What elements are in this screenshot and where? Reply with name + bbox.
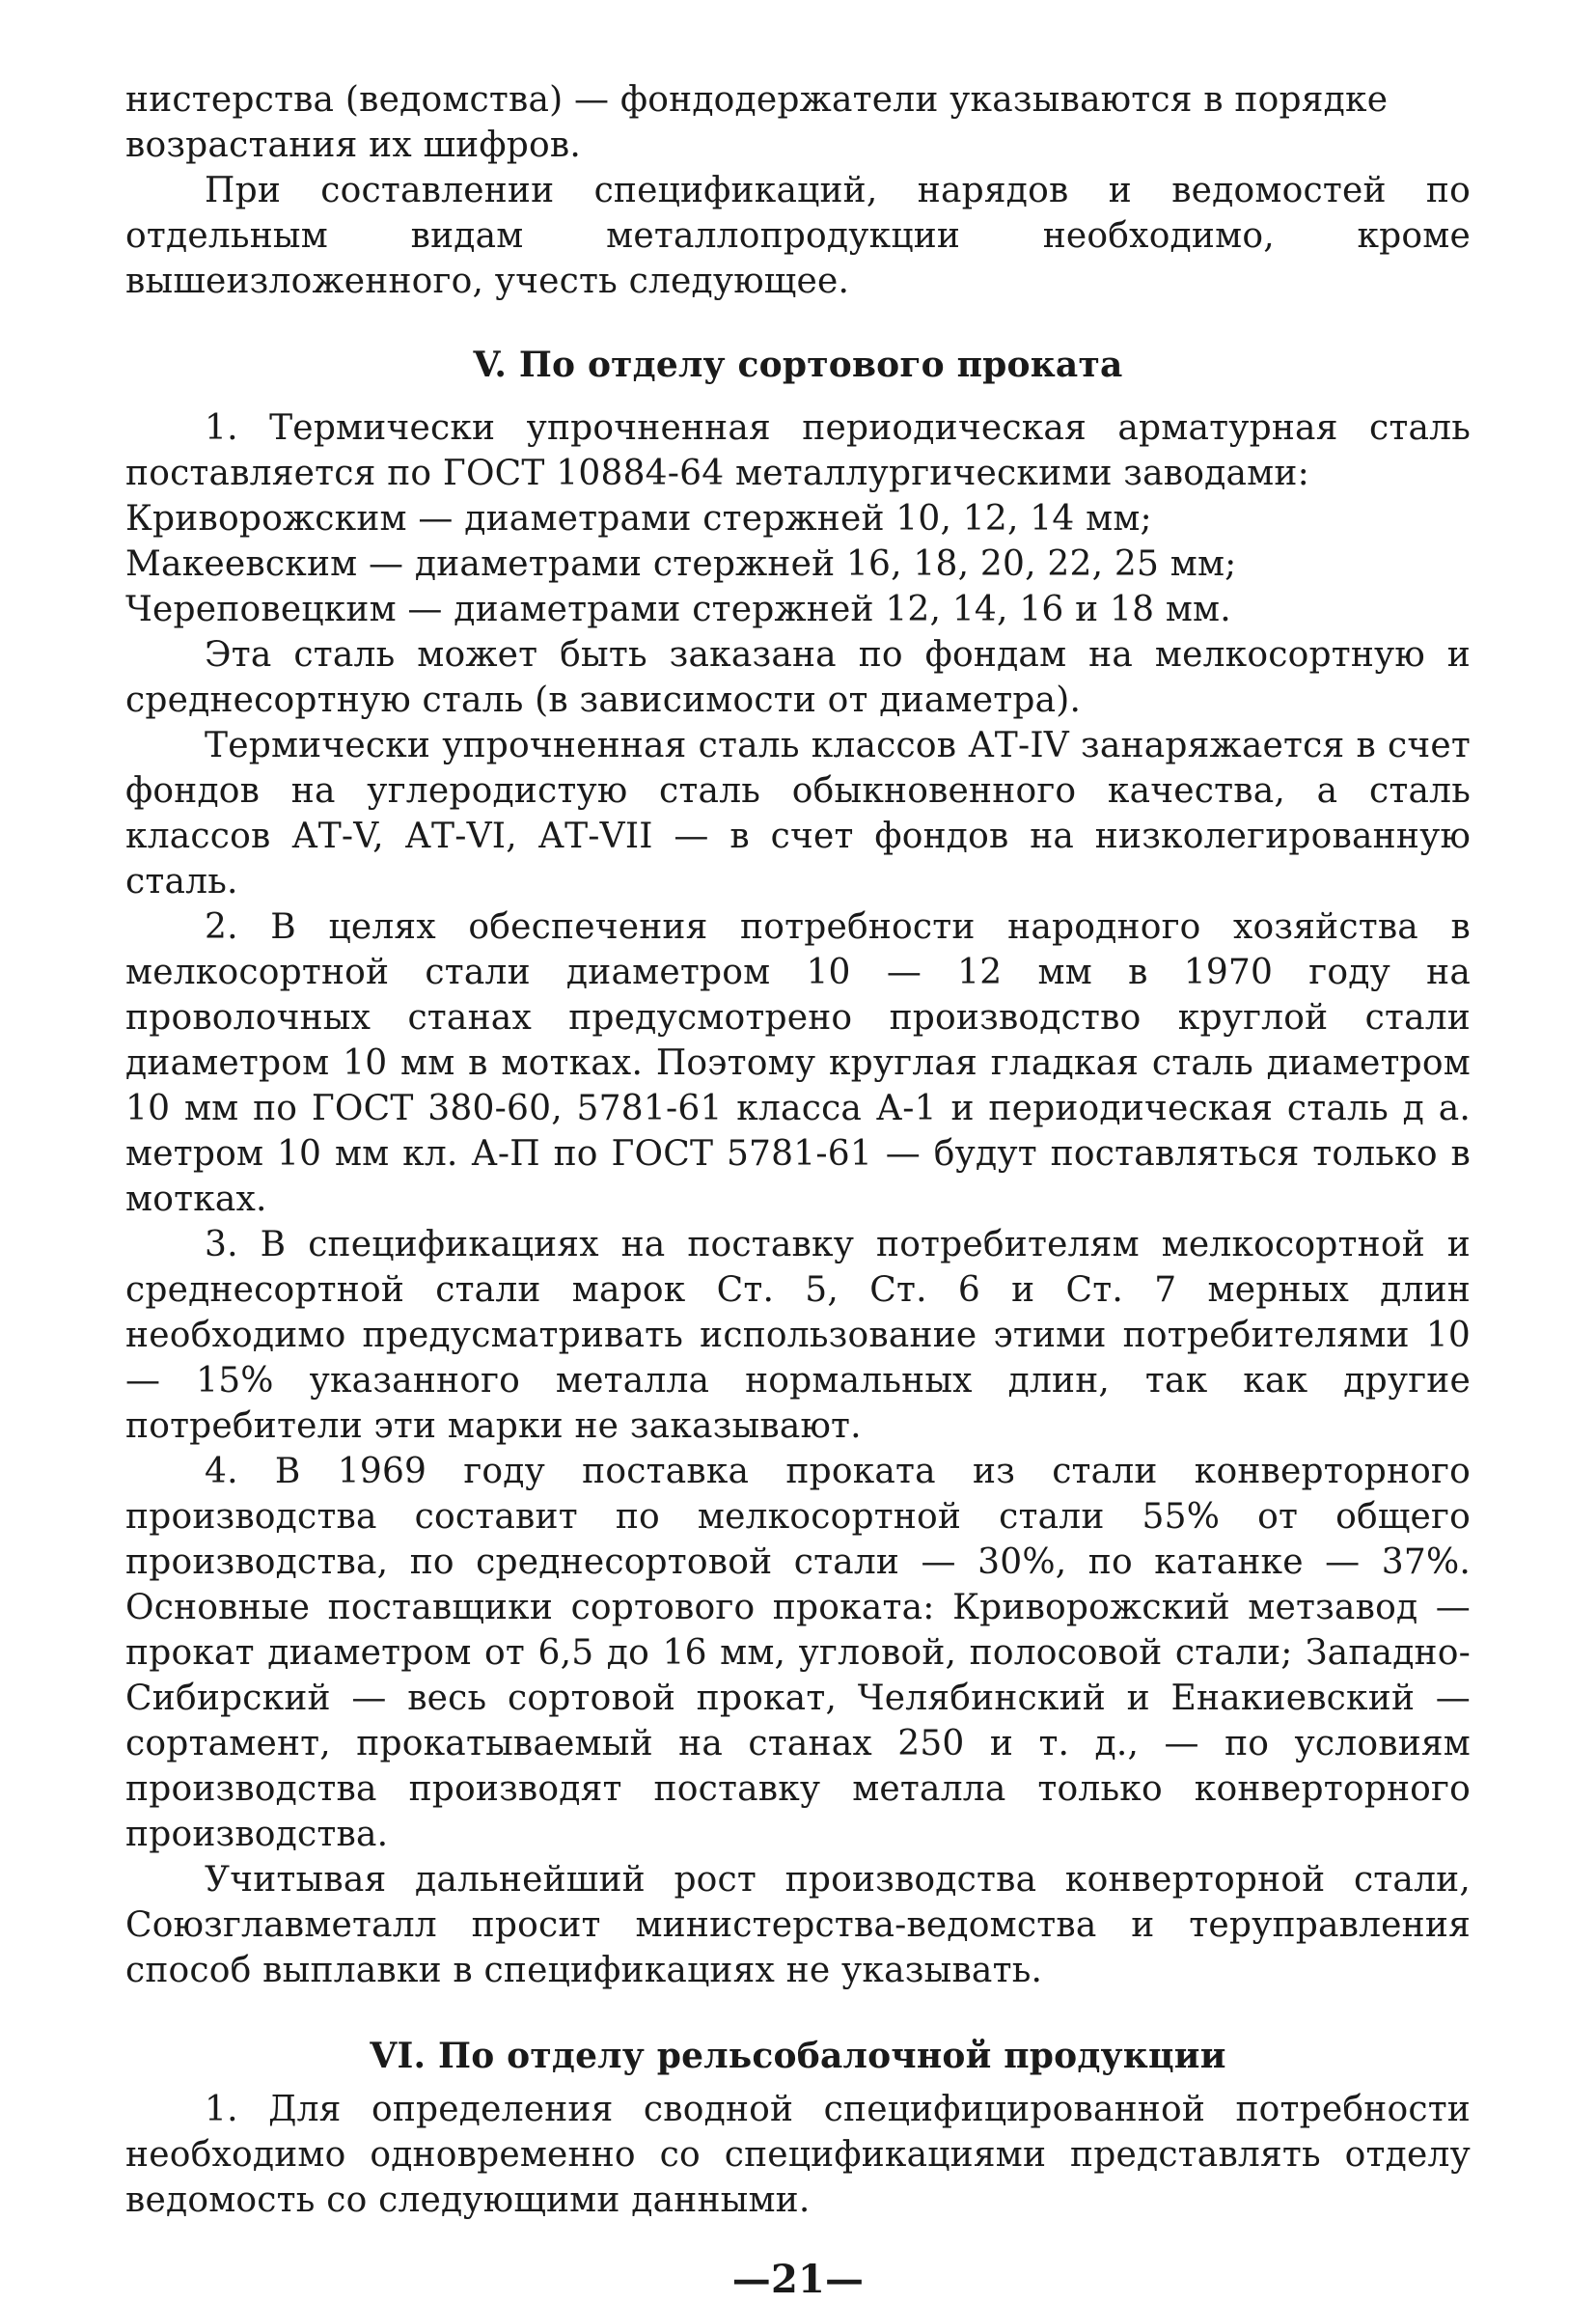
section-5-heading: V. По отделу сортового проката <box>473 345 1123 385</box>
plant-line-krivorozhsky: Криворожским — диаметрами стержней 10, 12, 14 мм; <box>125 499 1152 539</box>
section-6-heading: VI. По отделу рельсобалочной продукции <box>370 2036 1226 2076</box>
section-5-item-1-order: Эта сталь может быть заказана по фондам на мелкосортную и среднесортную сталь (в зависимости от диаметра). <box>125 635 1471 720</box>
section-6-item-1: 1. Для определения сводной специфицированной потребности необходимо одновременно со спецификациями представлять отделу ведомость со следующими данными. <box>125 2090 1471 2220</box>
section-5-item-1: 1. Термически упрочненная периодическая арматурная сталь поставляется по ГОСТ 10884-64 металлургическими заводами: <box>125 408 1471 493</box>
section-5-item-3: 3. В спецификациях на поставку потребителям мелкосортной и среднесортной стали марок Ст. 5, Ст. 6 и Ст. 7 мерных длин необходимо предусматривать использование этими потребителями 10 — 15% указанного металла нормальных длин, так как другие потребители эти марки не заказывают. <box>125 1225 1471 1446</box>
section-5-item-4: 4. В 1969 году поставка проката из стали конверторного производства составит по мелкосортной стали 55% от общего производства, по среднесортовой стали — 30%, по катанке — 37%. Основные поставщики сортового проката: Криворожский метзавод — прокат диаметром от 6,5 до 16 мм, угловой, полосовой стали; Западно-Сибирский — весь сортовой прокат, Челябинский и Енакиевский — сортамент, прокатываемый на станах 250 и т. д., — по условиям производства производят поставку металла только конверторного производства. <box>125 1452 1471 1854</box>
section-5-item-4-note: Учитывая дальнейший рост производства конверторной стали, Союзглавметалл просит министерства-ведомства и теруправления способ выплавки в спецификациях не указывать. <box>125 1860 1471 1990</box>
top-paragraph-line-2: возрастания их шифров. <box>125 125 581 165</box>
document-page <box>125 77 1471 2304</box>
top-paragraph <box>125 77 1471 168</box>
intro-paragraph: При составлении спецификаций, нарядов и ведомостей по отдельным видам металлопродукции необходимо, кроме вышеизложенного, учесть следующее. <box>125 171 1471 301</box>
section-5-item-1-plants <box>125 496 1471 632</box>
section-5-item-1-classes: Термически упрочненная сталь классов АТ-IV занаряжается в счет фондов на углеродистую сталь обыкновенного качества, а сталь классов АТ-V, АТ-VI, АТ-VII — в счет фондов на низколегированную сталь. <box>125 726 1471 902</box>
section-5-item-2: 2. В целях обеспечения потребности народного хозяйства в мелкосортной стали диаметром 10 — 12 мм в 1970 году на проволочных станах предусмотрено производство круглой стали диаметром 10 мм в мотках. Поэтому круглая гладкая сталь диаметром 10 мм по ГОСТ 380-60, 5781-61 класса А-1 и периодическая сталь д а. метром 10 мм кл. А-П по ГОСТ 5781-61 — будут поставляться только в мотках. <box>125 907 1471 1219</box>
page-number: —21— <box>731 2257 865 2302</box>
top-paragraph-line-1: нистерства (ведомства) — фондодержатели указываются в порядке <box>125 80 1389 120</box>
plant-line-makeevsky: Макеевским — диаметрами стержней 16, 18, 20, 22, 25 мм; <box>125 544 1237 584</box>
plant-line-cherepovetsky: Череповецким — диаметрами стержней 12, 14, 16 и 18 мм. <box>125 590 1231 629</box>
